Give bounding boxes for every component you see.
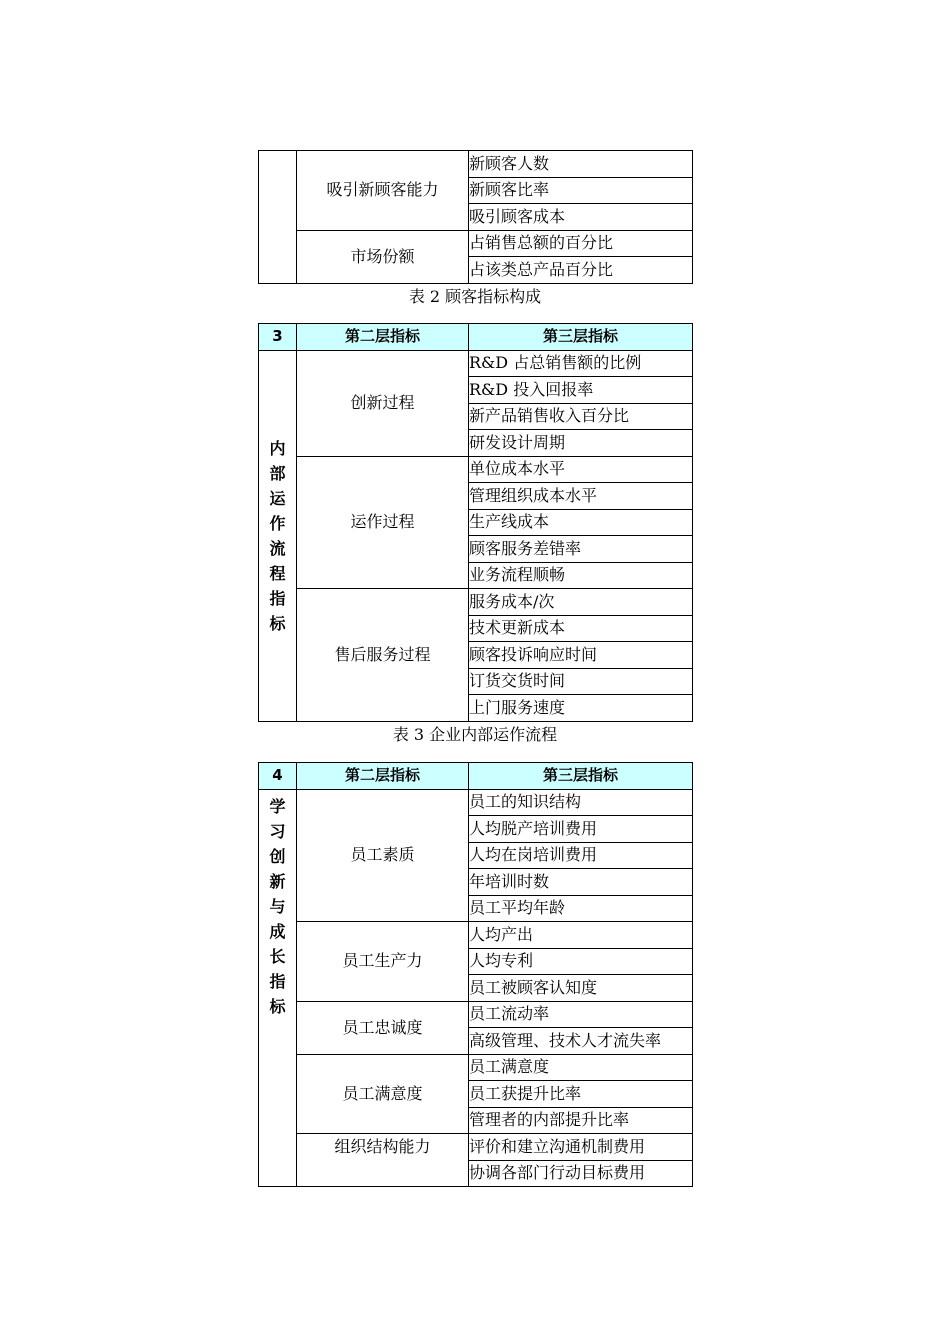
- third-level-cell: 员工的知识结构: [469, 789, 693, 816]
- learning-growth-table: [258, 762, 693, 1187]
- second-level-cell: 员工满意度: [297, 1054, 469, 1134]
- third-level-cell: R&D 占总销售额的比例: [469, 350, 693, 377]
- third-level-cell: 高级管理、技术人才流失率: [469, 1028, 693, 1055]
- second-level-header: 第二层指标: [297, 763, 469, 790]
- third-level-cell: 订货交货时间: [469, 668, 693, 695]
- third-level-cell: 研发设计周期: [469, 430, 693, 457]
- second-level-cell: 售后服务过程: [297, 589, 469, 722]
- third-level-cell: R&D 投入回报率: [469, 377, 693, 404]
- second-level-cell: 吸引新顾客能力: [297, 151, 469, 231]
- third-level-cell: 服务成本/次: [469, 589, 693, 616]
- category-cell: [259, 350, 297, 721]
- third-level-cell: 顾客服务差错率: [469, 536, 693, 563]
- category-label: 学习创新与成长指标: [269, 796, 286, 1016]
- third-level-cell: 单位成本水平: [469, 456, 693, 483]
- third-level-cell: 年培训时数: [469, 869, 693, 896]
- internal-process-table: [258, 323, 693, 722]
- second-level-cell: 组织结构能力: [297, 1134, 469, 1187]
- third-level-header: 第三层指标: [469, 763, 693, 790]
- third-level-cell: 人均在岗培训费用: [469, 842, 693, 869]
- customer-indicator-table: [258, 150, 693, 284]
- third-level-cell: 管理组织成本水平: [469, 483, 693, 510]
- category-cell: [259, 151, 297, 284]
- table-number: 3: [259, 324, 297, 351]
- third-level-cell: 管理者的内部提升比率: [469, 1107, 693, 1134]
- second-level-cell: 员工忠诚度: [297, 1001, 469, 1054]
- third-level-cell: 员工平均年龄: [469, 895, 693, 922]
- third-level-cell: 协调各部门行动目标费用: [469, 1160, 693, 1187]
- third-level-cell: 技术更新成本: [469, 615, 693, 642]
- third-level-cell: 员工被顾客认知度: [469, 975, 693, 1002]
- second-level-cell: 员工素质: [297, 789, 469, 922]
- third-level-cell: 员工获提升比率: [469, 1081, 693, 1108]
- third-level-cell: 新顾客人数: [469, 151, 693, 178]
- table-number: 4: [259, 763, 297, 790]
- third-level-cell: 员工满意度: [469, 1054, 693, 1081]
- third-level-cell: 占销售总额的百分比: [469, 230, 693, 257]
- third-level-cell: 评价和建立沟通机制费用: [469, 1134, 693, 1161]
- third-level-cell: 生产线成本: [469, 509, 693, 536]
- third-level-cell: 新产品销售收入百分比: [469, 403, 693, 430]
- third-level-cell: 业务流程顺畅: [469, 562, 693, 589]
- second-level-cell: 市场份额: [297, 230, 469, 283]
- second-level-cell: 员工生产力: [297, 922, 469, 1002]
- second-level-header: 第二层指标: [297, 324, 469, 351]
- third-level-cell: 人均专利: [469, 948, 693, 975]
- third-level-cell: 人均脱产培训费用: [469, 816, 693, 843]
- category-cell: [259, 789, 297, 1187]
- third-level-cell: 新顾客比率: [469, 177, 693, 204]
- third-level-cell: 顾客投诉响应时间: [469, 642, 693, 669]
- second-level-cell: 创新过程: [297, 350, 469, 456]
- third-level-cell: 占该类总产品百分比: [469, 257, 693, 284]
- third-level-cell: 吸引顾客成本: [469, 204, 693, 231]
- table-caption: 表 2 顾客指标构成: [408, 287, 542, 306]
- third-level-cell: 员工流动率: [469, 1001, 693, 1028]
- category-label: 内部运作流程指标: [269, 438, 286, 633]
- third-level-cell: 上门服务速度: [469, 695, 693, 722]
- table-caption: 表 3 企业内部运作流程: [392, 725, 558, 744]
- third-level-cell: 人均产出: [469, 922, 693, 949]
- second-level-cell: 运作过程: [297, 456, 469, 589]
- third-level-header: 第三层指标: [469, 324, 693, 351]
